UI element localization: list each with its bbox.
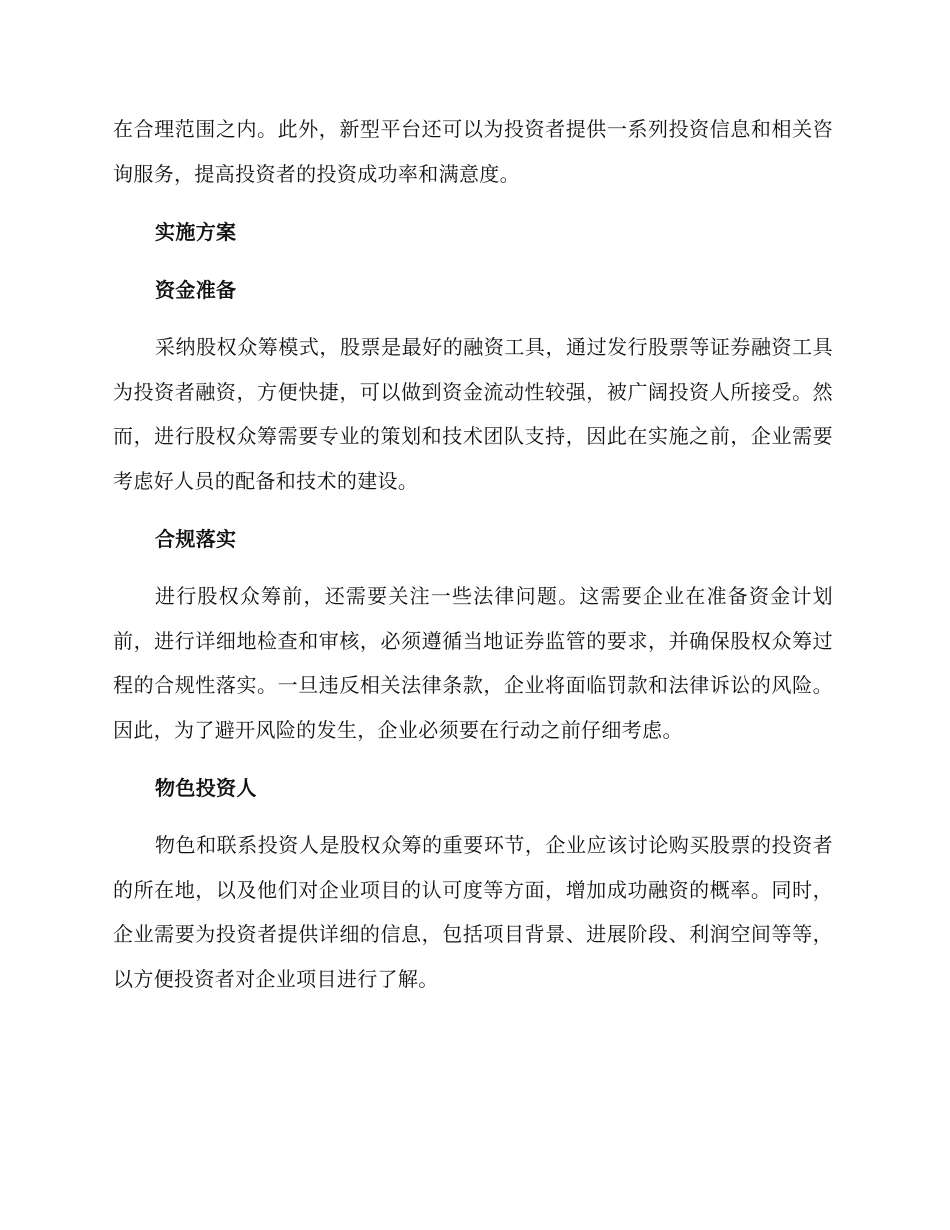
paragraph-intro: 在合理范围之内。此外，新型平台还可以为投资者提供一系列投资信息和相关咨询服务，提高投资者的投资成功率和满意度。 xyxy=(113,117,833,186)
paragraph-find-investors: 物色和联系投资人是股权众筹的重要环节，企业应该讨论购买股票的投资者的所在地，以及他们对企业项目的认可度等方面，增加成功融资的概率。同时，企业需要为投资者提供详细的信息，包括项目背景、进展阶段、利润空间等等，以方便投资者对企业项目进行了解。 xyxy=(113,833,833,991)
paragraph-compliance: 进行股权众筹前，还需要关注一些法律问题。这需要企业在准备资金计划前，进行详细地检查和审核，必须遵循当地证券监管的要求，并确保股权众筹过程的合规性落实。一旦违反相关法律条款，企业将面临罚款和法律诉讼的风险。因此，为了避开风险的发生，企业必须要在行动之前仔细考虑。 xyxy=(113,584,833,742)
document-body xyxy=(113,107,833,1014)
heading-find-investors: 物色投资人 xyxy=(155,776,257,800)
heading-fund-preparation: 资金准备 xyxy=(155,278,237,302)
paragraph-fund-preparation: 采纳股权众筹模式，股票是最好的融资工具，通过发行股票等证券融资工具为投资者融资，方便快捷，可以做到资金流动性较强，被广阔投资人所接受。然而，进行股权众筹需要专业的策划和技术团队支持，因此在实施之前，企业需要考虑好人员的配备和技术的建设。 xyxy=(113,335,833,493)
heading-compliance: 合规落实 xyxy=(155,527,237,551)
heading-implementation-plan: 实施方案 xyxy=(155,220,237,244)
